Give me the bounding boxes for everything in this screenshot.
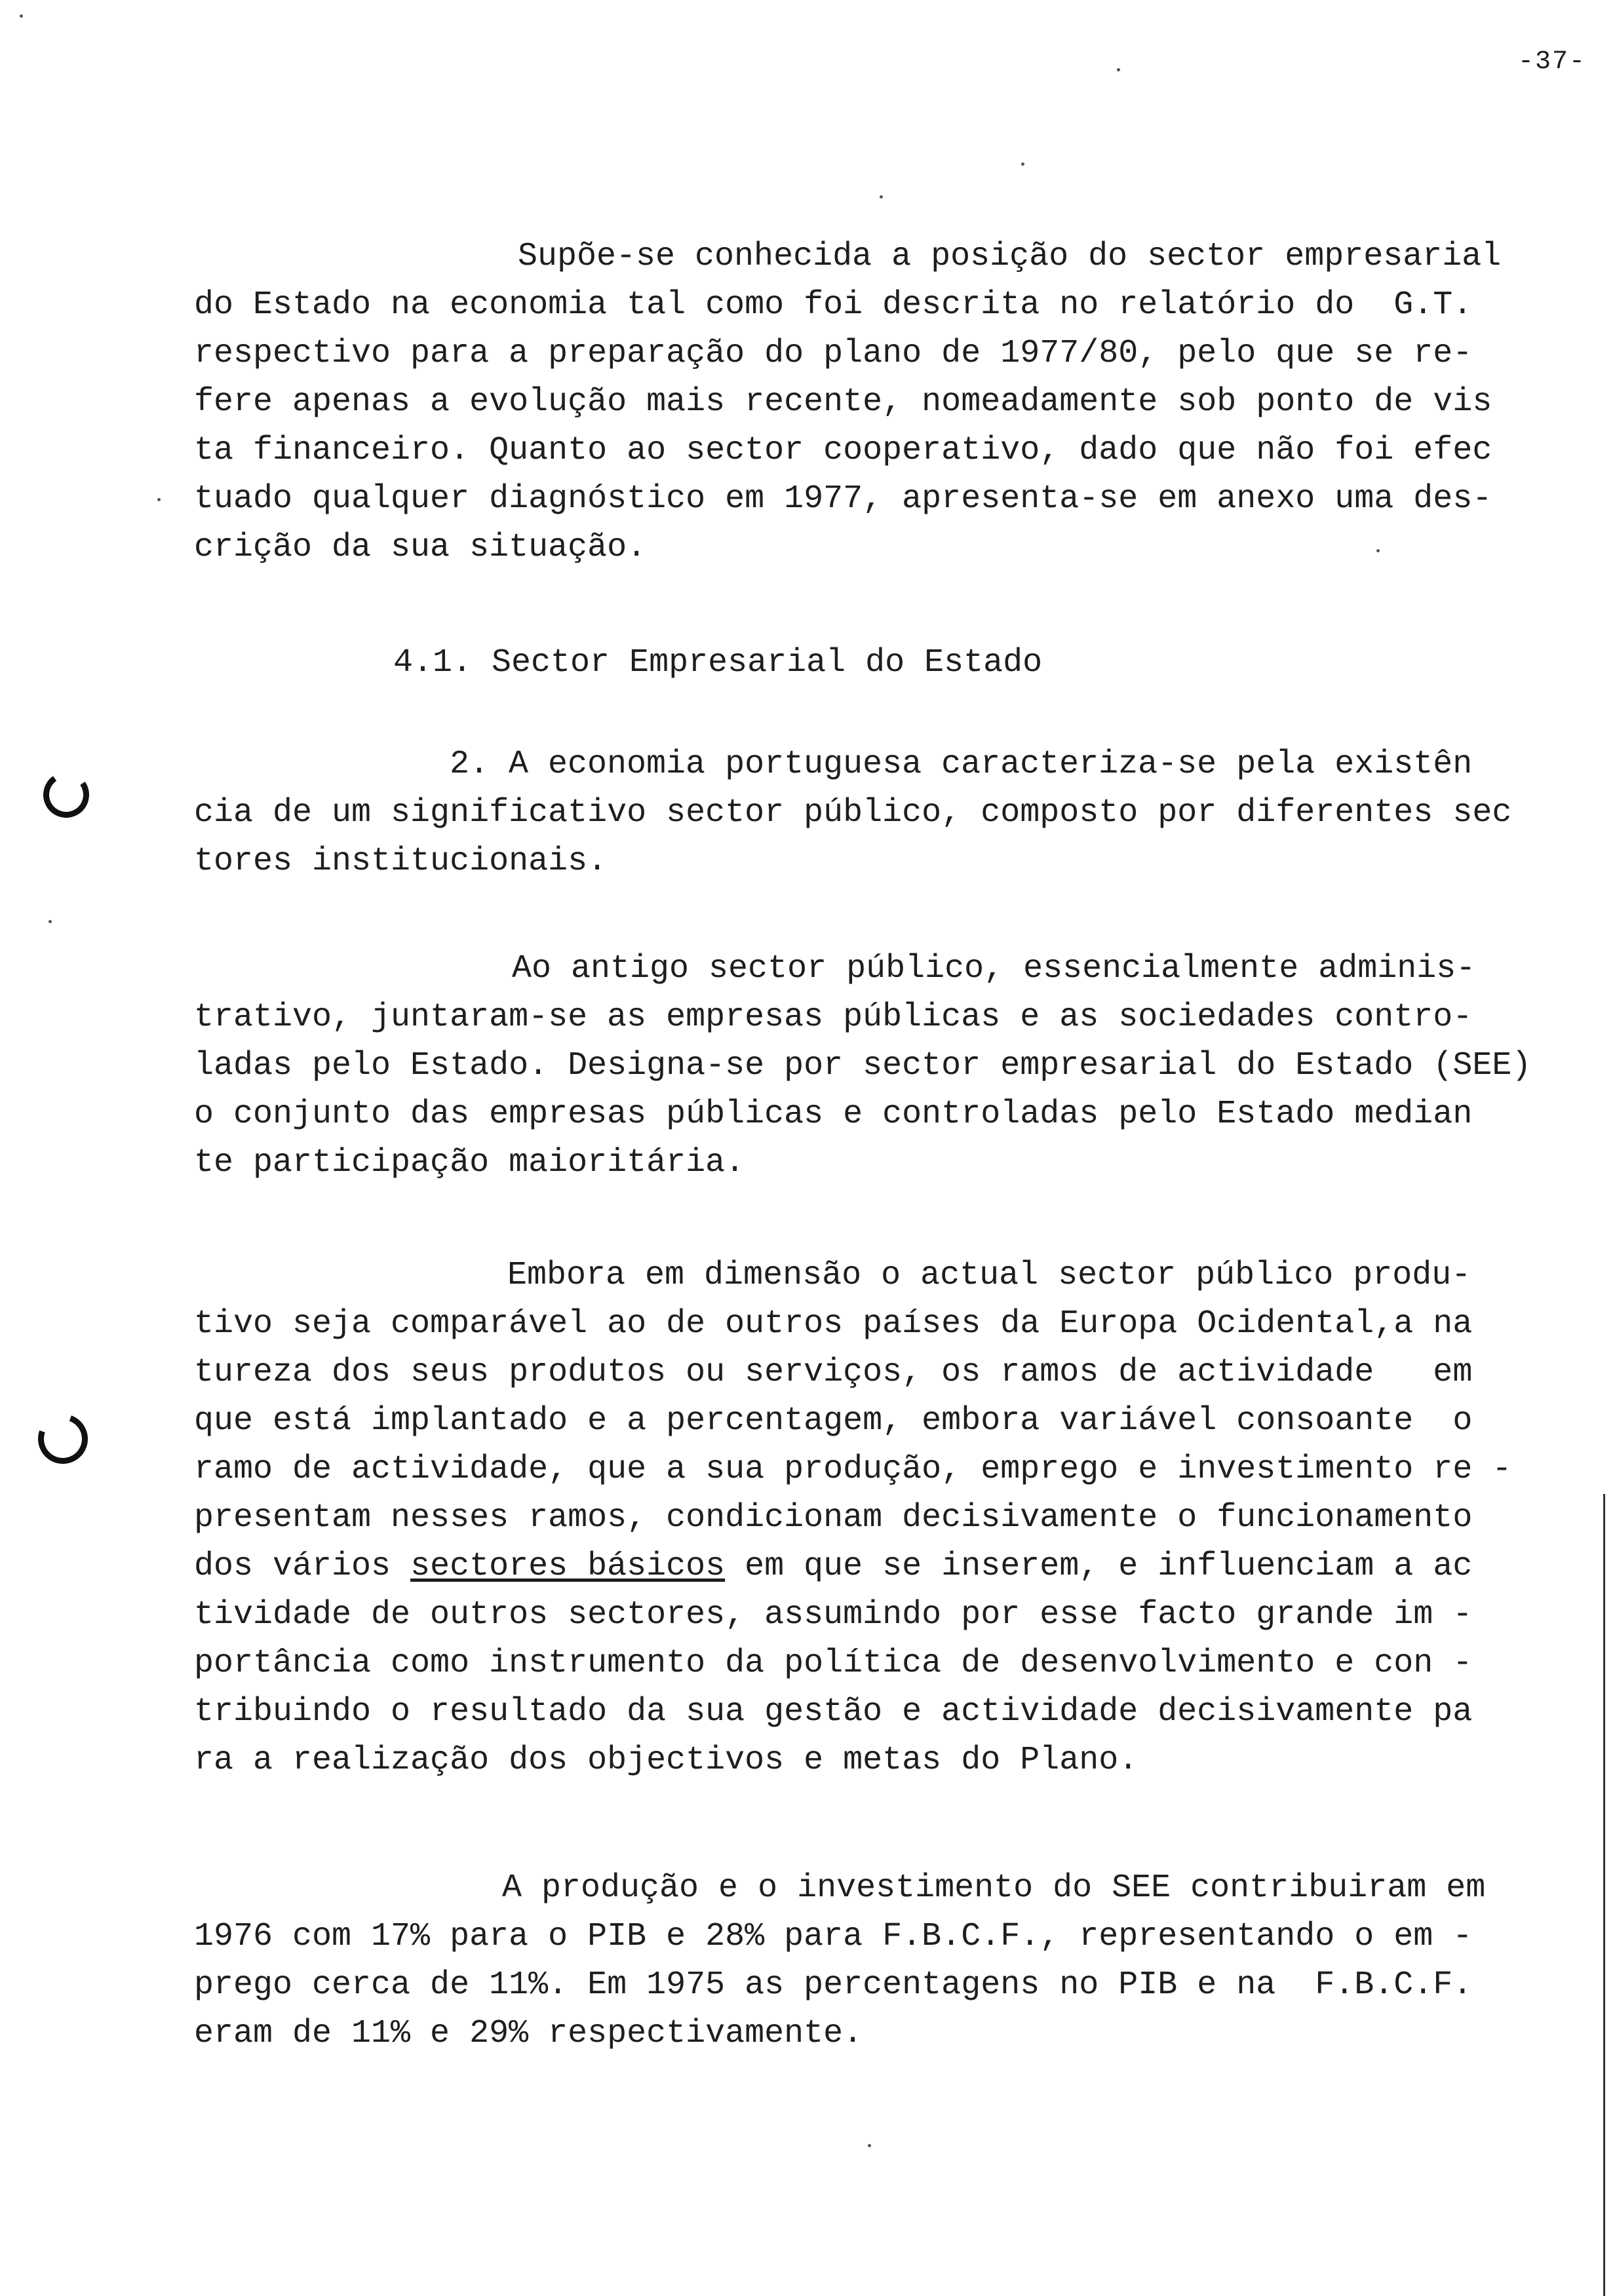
text-line: crição da sua situação. bbox=[194, 529, 647, 566]
text-line: Supõe-se conhecida a posição do sector empresarial bbox=[518, 238, 1502, 275]
scan-speck bbox=[868, 2144, 871, 2147]
scan-speck bbox=[1376, 549, 1380, 552]
text-line: tividade de outros sectores, assumindo por esse facto grande im - bbox=[194, 1596, 1473, 1634]
text-line: portância como instrumento da política de desenvolvimento e con - bbox=[194, 1645, 1473, 1682]
scan-speck bbox=[49, 920, 52, 923]
text-line: 2. A economia portuguesa caracteriza-se pela existên bbox=[450, 746, 1473, 783]
text-line: trativo, juntaram-se as empresas públicas e as sociedades contro- bbox=[194, 999, 1473, 1036]
text-line: tores institucionais. bbox=[194, 843, 608, 880]
text-line: 1976 com 17% para o PIB e 28% para F.B.C.F., representando o em - bbox=[194, 1918, 1473, 1955]
text-line: ladas pelo Estado. Designa-se por sector empresarial do Estado (SEE) bbox=[194, 1047, 1532, 1084]
text-line: presentam nesses ramos, condicionam decisivamente o funcionamento bbox=[194, 1499, 1473, 1537]
scan-speck bbox=[20, 14, 23, 18]
punch-hole-mark-icon bbox=[39, 768, 92, 821]
scan-speck bbox=[157, 498, 161, 501]
paragraph-2 bbox=[194, 740, 1518, 886]
paragraph-5 bbox=[194, 1864, 1518, 2058]
scan-speck bbox=[1117, 68, 1120, 71]
text-line: tribuindo o resultado da sua gestão e actividade decisivamente pa bbox=[194, 1693, 1473, 1731]
intro-paragraph bbox=[194, 233, 1518, 572]
text-line: ra a realização dos objectivos e metas do Plano. bbox=[194, 1742, 1138, 1779]
text-line: ta financeiro. Quanto ao sector cooperativo, dado que não foi efec bbox=[194, 432, 1492, 469]
section-heading: 4.1. Sector Empresarial do Estado bbox=[393, 644, 1043, 681]
text-line: A produção e o investimento do SEE contribuiram em bbox=[502, 1869, 1486, 1907]
scan-speck bbox=[1021, 163, 1024, 166]
text-line: eram de 11% e 29% respectivamente. bbox=[194, 2015, 863, 2052]
text-line: tivo seja comparável ao de outros países da Europa Ocidental,a na bbox=[194, 1305, 1473, 1343]
text-line: o conjunto das empresas públicas e controladas pelo Estado median bbox=[194, 1096, 1473, 1133]
paragraph-4 bbox=[194, 1252, 1518, 1785]
paragraph-3 bbox=[194, 945, 1532, 1187]
text-segment: dos vários bbox=[194, 1548, 411, 1585]
scan-edge-line bbox=[1603, 1494, 1605, 2296]
text-line: cia de um significativo sector público, composto por diferentes sec bbox=[194, 794, 1512, 832]
text-line: ramo de actividade, que a sua produção, emprego e investimento re - bbox=[194, 1451, 1512, 1488]
text-line: que está implantado e a percentagem, embora variável consoante o bbox=[194, 1402, 1473, 1440]
underlined-term: sectores básicos bbox=[410, 1548, 726, 1585]
text-line: Embora em dimensão o actual sector público produ- bbox=[507, 1257, 1471, 1294]
text-line: fere apenas a evolução mais recente, nomeadamente sob ponto de vis bbox=[194, 383, 1492, 421]
text-line: Ao antigo sector público, essencialmente adminis- bbox=[512, 950, 1476, 987]
text-line-with-underline bbox=[194, 1542, 1518, 1591]
page-number: -37- bbox=[1518, 47, 1587, 77]
text-line: te participação maioritária. bbox=[194, 1144, 745, 1181]
text-line: do Estado na economia tal como foi descrita no relatório do G.T. bbox=[194, 286, 1473, 324]
text-line: respectivo para a preparação do plano de 1977/80, pelo que se re- bbox=[194, 335, 1473, 372]
scan-speck bbox=[880, 195, 883, 199]
punch-hole-mark-icon bbox=[30, 1406, 96, 1472]
text-line: tuado qualquer diagnóstico em 1977, apresenta-se em anexo uma des- bbox=[194, 480, 1492, 518]
text-segment: em que se inserem, e influenciam a ac bbox=[725, 1548, 1473, 1585]
text-line: tureza dos seus produtos ou serviços, os ramos de actividade em bbox=[194, 1354, 1473, 1391]
text-line: prego cerca de 11%. Em 1975 as percentagens no PIB e na F.B.C.F. bbox=[194, 1966, 1473, 2004]
